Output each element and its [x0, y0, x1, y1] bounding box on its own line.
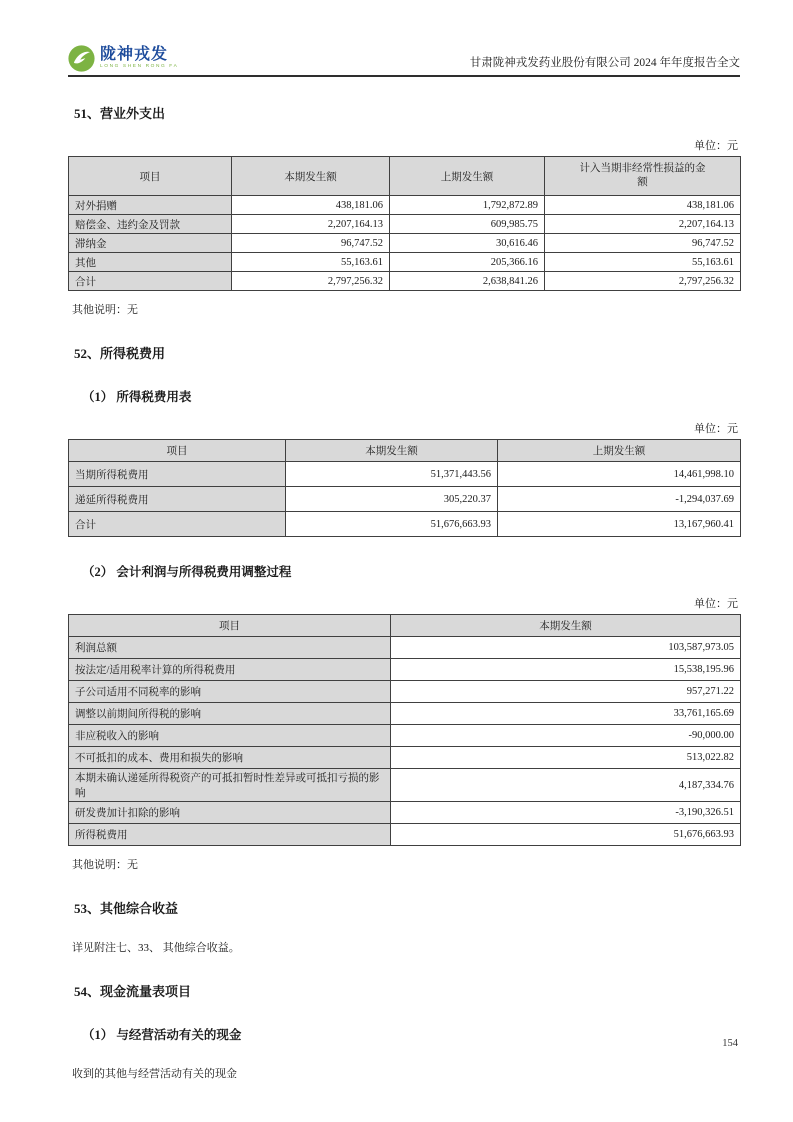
section-52-1-title: （1） 所得税费用表 [82, 390, 192, 404]
col-header-prior: 上期发生额 [498, 440, 741, 462]
cell-value: 103,587,973.05 [391, 637, 741, 659]
cell-value: 2,797,256.32 [545, 272, 741, 291]
col-header-current: 本期发生额 [391, 615, 741, 637]
cell-value: 33,761,165.69 [391, 703, 741, 725]
cell-value: 438,181.06 [232, 196, 390, 215]
unit-label-52-1: 单位：元 [694, 423, 738, 435]
table-row [69, 462, 741, 487]
row-label: 利润总额 [69, 637, 391, 659]
table-row [69, 234, 741, 253]
cell-value: 513,022.82 [391, 747, 741, 769]
cell-value: 4,187,334.76 [391, 769, 741, 802]
col-header-item: 项目 [69, 157, 232, 196]
row-label: 递延所得税费用 [69, 487, 286, 512]
row-label: 调整以前期间所得税的影响 [69, 703, 391, 725]
col-header-current: 本期发生额 [232, 157, 390, 196]
document-title: 甘肃陇神戎发药业股份有限公司 2024 年年度报告全文 [469, 57, 740, 69]
row-label: 按法定/适用税率计算的所得税费用 [69, 659, 391, 681]
table-row [69, 196, 741, 215]
cell-value: 14,461,998.10 [498, 462, 741, 487]
table-header-row [69, 157, 741, 196]
cell-value: 205,366.16 [390, 253, 545, 272]
cell-value: 957,271.22 [391, 681, 741, 703]
page-number: 154 [722, 1038, 738, 1049]
cell-value: -90,000.00 [391, 725, 741, 747]
table-row [69, 681, 741, 703]
cell-value: 30,616.46 [390, 234, 545, 253]
table-row [69, 703, 741, 725]
unit-label-52-2: 单位：元 [694, 598, 738, 610]
row-label: 非应税收入的影响 [69, 725, 391, 747]
row-label: 滞纳金 [69, 234, 232, 253]
table-row [69, 747, 741, 769]
cell-value: 51,676,663.93 [391, 824, 741, 846]
section-53-body: 详见附注七、33、 其他综合收益。 [72, 942, 240, 954]
col-header-nonrecurring [545, 157, 741, 196]
section-54-body: 收到的其他与经营活动有关的现金 [72, 1068, 237, 1080]
cell-value: 438,181.06 [545, 196, 741, 215]
section-53-title: 53、其他综合收益 [74, 901, 179, 916]
logo-icon [68, 45, 95, 72]
section-52-2-title: （2） 会计利润与所得税费用调整过程 [82, 565, 292, 579]
col-header-item: 项目 [69, 615, 391, 637]
col-header-prior: 上期发生额 [390, 157, 545, 196]
cell-value: -1,294,037.69 [498, 487, 741, 512]
cell-value: 55,163.61 [545, 253, 741, 272]
cell-value: 13,167,960.41 [498, 512, 741, 537]
other-note-51: 其他说明：无 [72, 304, 138, 316]
row-label: 本期未确认递延所得税资产的可抵扣暂时性差异或可抵扣亏损的影响 [69, 769, 391, 802]
cell-value: 2,797,256.32 [232, 272, 390, 291]
table-row [69, 802, 741, 824]
section-54-title: 54、现金流量表项目 [74, 984, 192, 999]
row-label: 所得税费用 [69, 824, 391, 846]
table-row [69, 769, 741, 802]
table-row [69, 253, 741, 272]
table-row [69, 659, 741, 681]
row-label: 赔偿金、违约金及罚款 [69, 215, 232, 234]
cell-value: 51,676,663.93 [286, 512, 498, 537]
cell-value: -3,190,326.51 [391, 802, 741, 824]
col-header-current: 本期发生额 [286, 440, 498, 462]
table-row-total [69, 512, 741, 537]
row-label: 不可抵扣的成本、费用和损失的影响 [69, 747, 391, 769]
table-row [69, 215, 741, 234]
row-label: 子公司适用不同税率的影响 [69, 681, 391, 703]
row-label: 合计 [69, 272, 232, 291]
cell-value: 15,538,195.96 [391, 659, 741, 681]
table-row-total [69, 824, 741, 846]
cell-value: 55,163.61 [232, 253, 390, 272]
cell-value: 2,207,164.13 [232, 215, 390, 234]
header-rule [68, 75, 740, 77]
col-header-item: 项目 [69, 440, 286, 462]
other-note-52: 其他说明：无 [72, 859, 138, 871]
row-label: 对外捐赠 [69, 196, 232, 215]
logo-wordmark [100, 47, 178, 70]
row-label: 其他 [69, 253, 232, 272]
section-51-title: 51、营业外支出 [74, 106, 166, 121]
table-row [69, 725, 741, 747]
cell-value: 96,747.52 [232, 234, 390, 253]
cell-value: 51,371,443.56 [286, 462, 498, 487]
section-54-1-title: （1） 与经营活动有关的现金 [82, 1028, 242, 1042]
section-52-title: 52、所得税费用 [74, 346, 166, 361]
page-content [68, 103, 740, 1081]
unit-label-51: 单位：元 [694, 140, 738, 152]
table-header-row [69, 440, 741, 462]
table-row [69, 487, 741, 512]
brand-name-cn: 陇神戎发 [100, 46, 169, 64]
company-logo [68, 45, 178, 72]
tax-reconciliation-table [68, 614, 741, 846]
cell-value: 2,638,841.26 [390, 272, 545, 291]
page-header [68, 45, 740, 72]
table-row-total [69, 272, 741, 291]
cell-value: 96,747.52 [545, 234, 741, 253]
col-header-nonrecurring-text: 计入当期非经常性损益的金额 [579, 162, 706, 188]
non-operating-expenses-table [68, 156, 741, 291]
row-label: 合计 [69, 512, 286, 537]
cell-value: 609,985.75 [390, 215, 545, 234]
cell-value: 305,220.37 [286, 487, 498, 512]
cell-value: 2,207,164.13 [545, 215, 741, 234]
table-header-row [69, 615, 741, 637]
table-row [69, 637, 741, 659]
cell-value: 1,792,872.89 [390, 196, 545, 215]
row-label: 当期所得税费用 [69, 462, 286, 487]
brand-name-en: LONG SHEN RONG FA [100, 64, 179, 70]
row-label: 研发费加计扣除的影响 [69, 802, 391, 824]
income-tax-expense-table [68, 439, 741, 537]
